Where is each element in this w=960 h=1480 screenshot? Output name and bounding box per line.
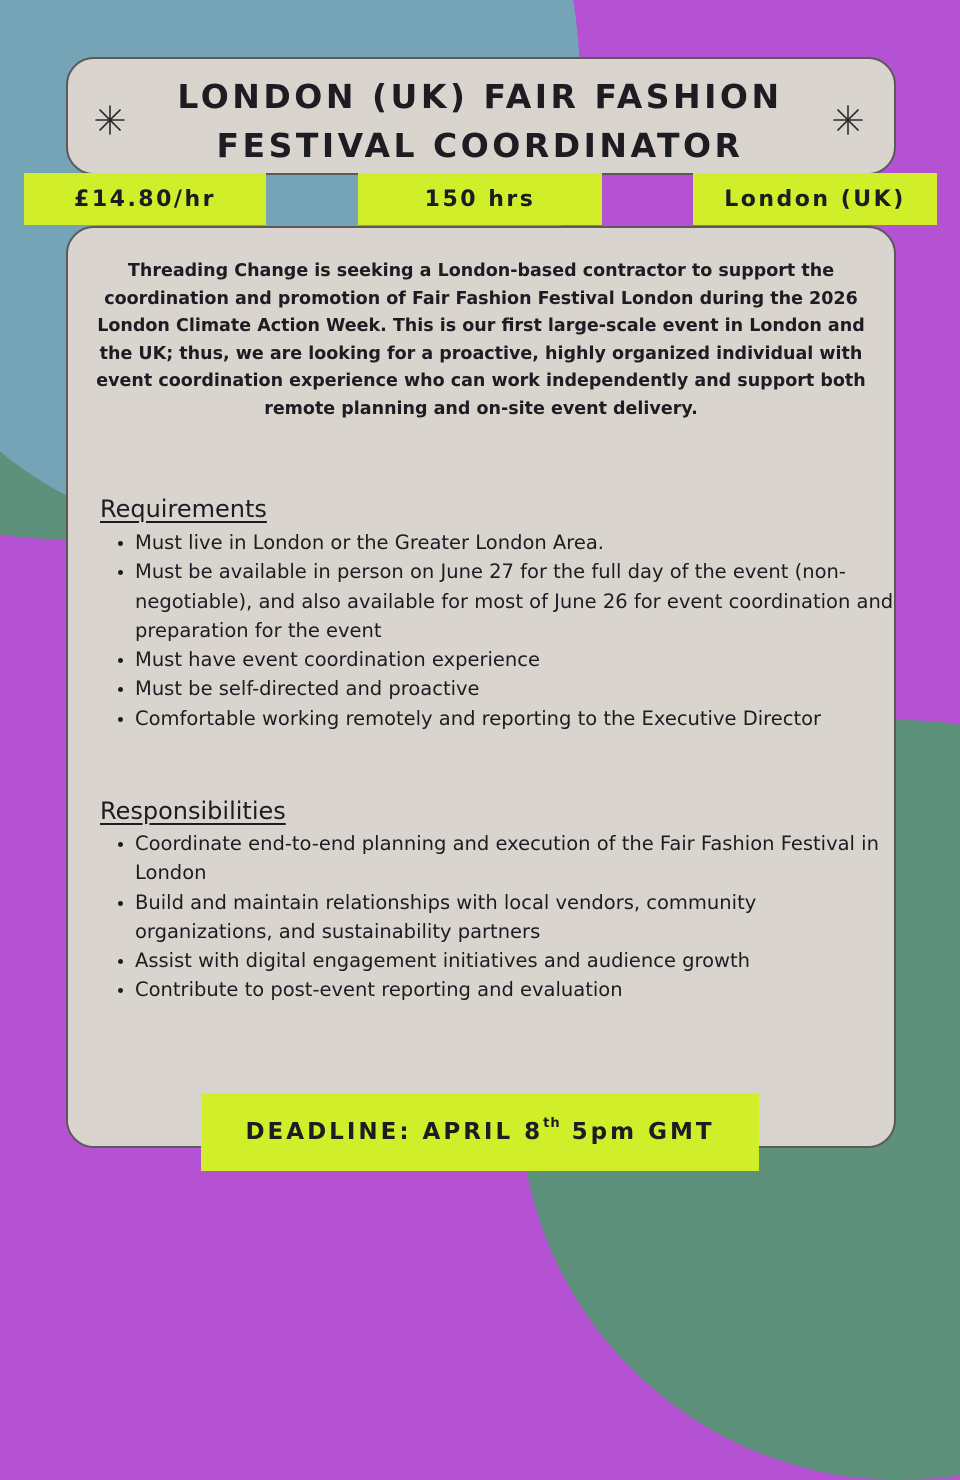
hours-label: 150 hrs [424, 186, 536, 212]
list-item: • Must be available in person on June 27 for the full day of the event (non-negotiable), and also available for most of June 26 for event coordination and preparation for the event [135, 557, 895, 645]
deadline-text: DEADLINE: APRIL 8th 5pm GMT [245, 1116, 715, 1145]
sparkle-icon [94, 104, 126, 136]
pay-rate-badge [24, 173, 266, 225]
location-badge [693, 173, 937, 225]
list-item: • Build and maintain relationships with local vendors, community organizations, and sustainability partners [135, 888, 895, 947]
location-label: London (UK) [724, 186, 906, 212]
list-item: • Must have event coordination experience [135, 645, 895, 674]
requirements-heading: Requirements [100, 495, 267, 523]
list-item: • Comfortable working remotely and reporting to the Executive Director [135, 704, 895, 733]
sparkle-icon [832, 104, 864, 136]
list-item: • Contribute to post-event reporting and evaluation [135, 975, 895, 1004]
page-title: LONDON (UK) FAIR FASHION FESTIVAL COORDINATOR [177, 77, 783, 165]
list-item: • Coordinate end-to-end planning and execution of the Fair Fashion Festival in London [135, 829, 895, 888]
hours-badge [358, 173, 602, 225]
list-item: • Assist with digital engagement initiatives and audience growth [135, 946, 895, 975]
intro-paragraph: Threading Change is seeking a London-based contractor to support the coordination and promotion of Fair Fashion Festival London during the 2026 London Climate Action Week. This is our first large-scale event in London and the UK; thus, we are looking for a proactive, highly organized individual with event coordination experience who can work independently and support both remote planning and on-site event delivery. [96, 261, 866, 419]
responsibilities-list [100, 829, 895, 1005]
list-item: • Must be self-directed and proactive [135, 674, 895, 703]
responsibilities-heading: Responsibilities [100, 797, 286, 825]
requirements-list [100, 528, 895, 733]
pay-rate-label: £14.80/hr [74, 186, 216, 212]
list-item: • Must live in London or the Greater London Area. [135, 528, 895, 557]
deadline-banner [201, 1093, 759, 1171]
